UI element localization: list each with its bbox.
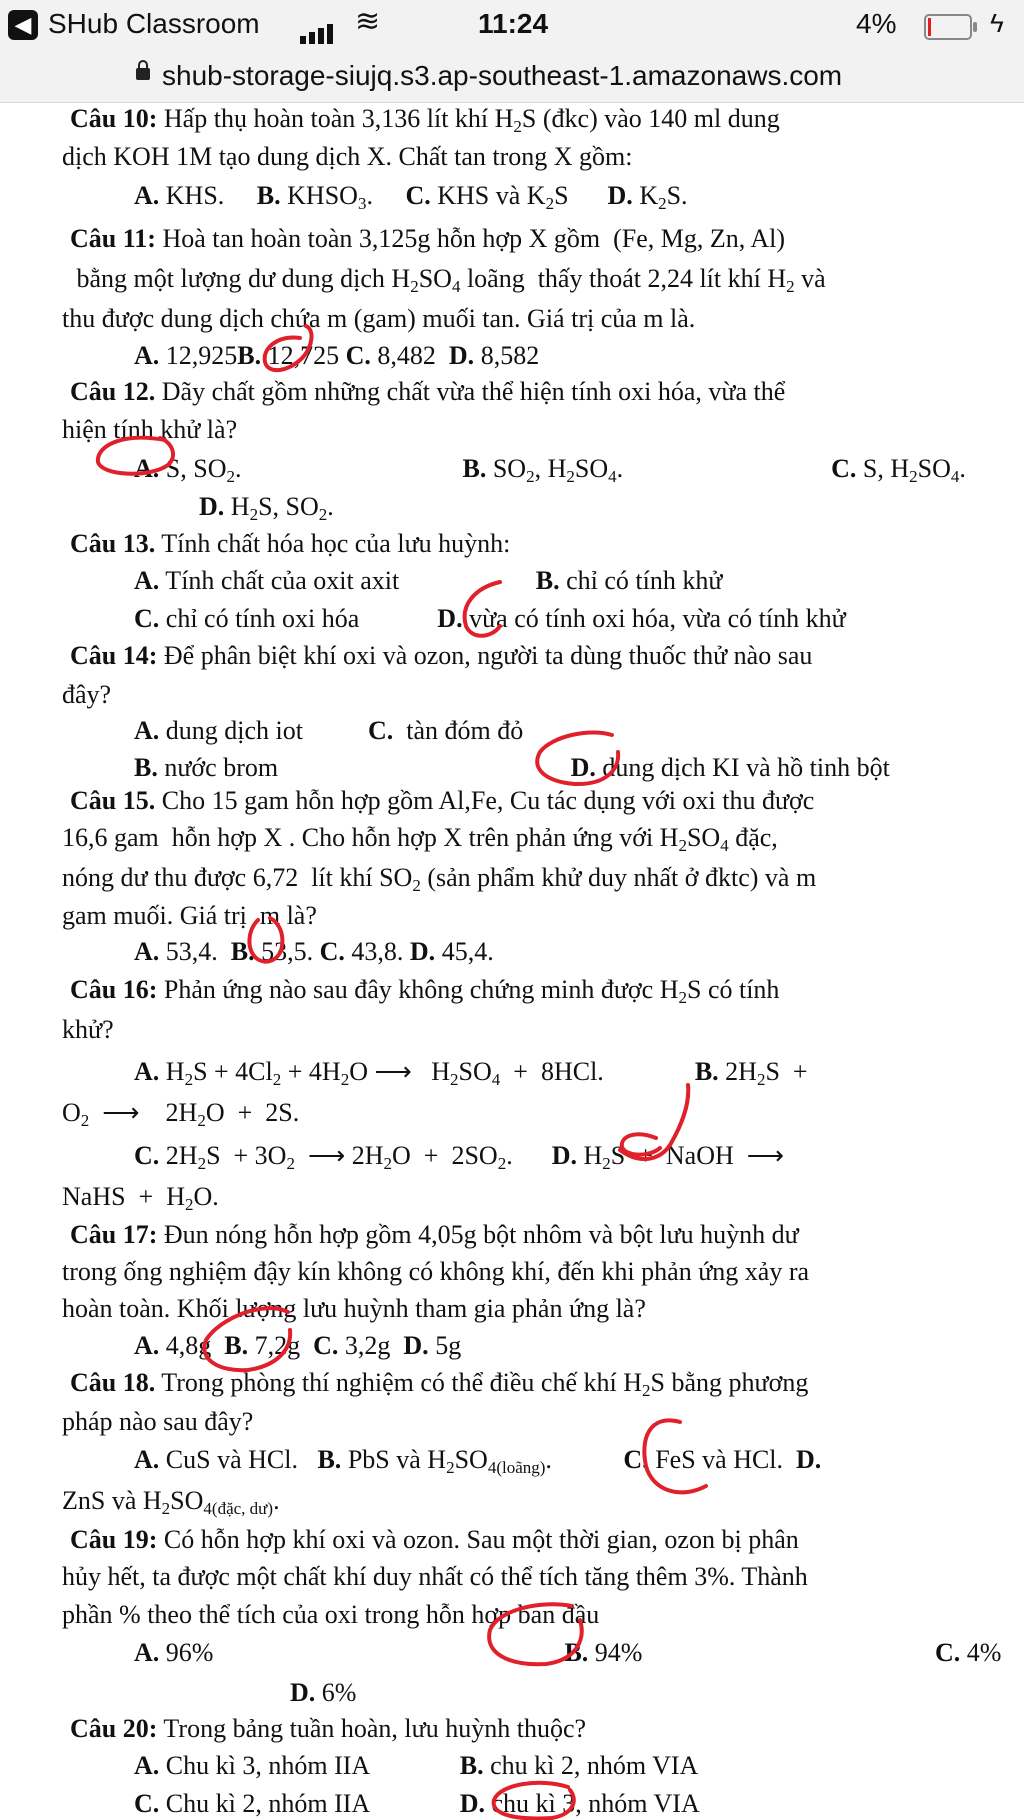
q19-stem-2: hủy hết, ta được một chất khí duy nhất có thể tích tăng thêm 3%. Thành: [62, 1562, 808, 1591]
lock-icon: [136, 68, 150, 80]
q15-stem-1: Câu 15. Cho 15 gam hỗn hợp gồm Al,Fe, Cu tác dụng với oxi thu được: [70, 786, 815, 815]
q12-stem-2: hiện tính khử là?: [62, 415, 238, 444]
q16-options-1: A. $H_2S + 4Cl_2 + 4H_2O$ ⟶ $H_2SO_4 + 8HCl$. B. $2H_2S$ +: [134, 1057, 808, 1089]
q19-options-2: D. 6%: [290, 1678, 357, 1707]
q16-stem-2: khử?: [62, 1015, 114, 1044]
q17-stem-2: trong ống nghiệm đậy kín không có không khí, đến khi phản ứng xảy ra: [62, 1257, 810, 1286]
battery-icon: [924, 14, 972, 40]
q11-options: A. 12,925B. 12,725 C. 8,482 D. 8,582: [134, 341, 540, 370]
q10-options: A. KHS. B. $KHSO_3$. C. KHS và $K_2S$ D. $K_2S$.: [134, 181, 688, 213]
q20-options-1: A. Chu kì 3, nhóm IIA B. chu kì 2, nhóm VIA: [134, 1751, 699, 1780]
q12-stem-1: Câu 12. Dãy chất gồm những chất vừa thể hiện tính oxi hóa, vừa thể: [70, 377, 786, 406]
q11-stem-1: Câu 11: Hoà tan hoàn toàn 3,125g hỗn hợp X gồm (Fe, Mg, Zn, Al): [70, 224, 785, 253]
q16-options-3: C. $2H_2S + 3O_2$ ⟶ $2H_2O + 2SO_2$. D. $H_2S$ + NaOH ⟶: [134, 1141, 785, 1173]
q11-stem-2: bằng một lượng dư dung dịch $H_2SO_4$ loãng thấy thoát 2,24 lít khí $H_2$ và: [70, 264, 826, 296]
q19-stem-1: Câu 19: Có hỗn hợp khí oxi và ozon. Sau một thời gian, ozon bị phân: [70, 1525, 799, 1554]
battery-percent: 4%: [856, 8, 897, 39]
q18-options-1: A. CuS và HCl. B. PbS và $H_2SO_{4(loãng)}$. C. FeS và HCl. D.: [134, 1445, 822, 1477]
q16-stem-1: Câu 16: Phản ứng nào sau đây không chứng minh được $H_2S$ có tính: [70, 975, 780, 1007]
q16-options-4: NaHS + $H_2O$.: [62, 1182, 219, 1214]
q17-stem-1: Câu 17: Đun nóng hỗn hợp gồm 4,05g bột nhôm và bột lưu huỳnh dư: [70, 1220, 799, 1249]
q15-stem-2: 16,6 gam hỗn hợp X . Cho hỗn hợp X trên phản ứng với $H_2SO_4$ đặc,: [62, 823, 778, 855]
q17-stem-3: hoàn toàn. Khối lượng lưu huỳnh tham gia phản ứng là?: [62, 1294, 646, 1323]
back-arrow-icon[interactable]: ◀: [8, 10, 38, 40]
wifi-icon: ≋: [355, 5, 381, 38]
q15-options: A. 53,4. B. 53,5. C. 43,8. D. 45,4.: [134, 937, 494, 966]
q15-stem-3: nóng dư thu được 6,72 lít khí $SO_2$ (sản phẩm khử duy nhất ở đktc) và m: [62, 863, 817, 895]
document-page: [0, 102, 1024, 1820]
url-text[interactable]: shub-storage-siujq.s3.ap-southeast-1.amazonaws.com: [162, 60, 843, 91]
q14-options-2: B. nước brom D. dung dịch KI và hồ tinh bột: [134, 753, 890, 782]
signal-icon: [300, 12, 336, 44]
q12-options-1: A. S, $SO_2$. B. $SO_2$, $H_2SO_4$. C. S, $H_2SO_4$.: [134, 454, 966, 486]
q11-stem-3: thu được dung dịch chứa m (gam) muối tan. Giá trị của m là.: [62, 304, 696, 333]
q13-stem: Câu 13. Tính chất hóa học của lưu huỳnh:: [70, 529, 511, 558]
q17-options: A. 4,8g B. 7,2g C. 3,2g D. 5g: [134, 1331, 462, 1360]
q20-stem: Câu 20: Trong bảng tuần hoàn, lưu huỳnh thuộc?: [70, 1714, 587, 1743]
q10-stem-2: dịch KOH 1M tạo dung dịch X. Chất tan trong X gồm:: [62, 142, 633, 171]
q18-stem-1: Câu 18. Trong phòng thí nghiệm có thể điều chế khí $H_2S$ bằng phương: [70, 1368, 809, 1400]
clock: 11:24: [478, 8, 549, 39]
q19-stem-3: phần % theo thể tích của oxi trong hỗn hợp ban đầu: [62, 1600, 600, 1629]
q12-options-2: D. $H_2S$, $SO_2$.: [199, 492, 334, 524]
q15-stem-4: gam muối. Giá trị m là?: [62, 901, 317, 930]
q14-stem-2: đây?: [62, 680, 112, 709]
charging-bolt-icon: ϟ: [990, 8, 1004, 38]
status-bar: [0, 0, 1024, 52]
q16-options-2: $O_2$ ⟶ $2H_2O + 2S$.: [62, 1098, 300, 1130]
address-bar[interactable]: [0, 52, 1024, 103]
q18-stem-2: pháp nào sau đây?: [62, 1407, 254, 1436]
q14-stem-1: Câu 14: Để phân biệt khí oxi và ozon, người ta dùng thuốc thử nào sau: [70, 641, 813, 670]
q13-options-1: A. Tính chất của oxit axit B. chỉ có tính khử: [134, 566, 723, 595]
back-app-label[interactable]: SHub Classroom: [48, 8, 260, 39]
q14-options-1: A. dung dịch iot C. tàn đóm đỏ: [134, 716, 524, 745]
q18-options-2: ZnS và $H_2SO_{4(đặc, dư)}$.: [62, 1486, 280, 1518]
q19-options-1: A. 96% B. 94% C. 4%: [134, 1638, 1002, 1667]
q10-stem-1: Câu 10: Hấp thụ hoàn toàn 3,136 lít khí $H_2S$ (đkc) vào 140 ml dung: [70, 104, 780, 136]
q13-options-2: C. chỉ có tính oxi hóa D. vừa có tính oxi hóa, vừa có tính khử: [134, 604, 846, 633]
q20-options-2: C. Chu kì 2, nhóm IIA D. chu kì 3, nhóm VIA: [134, 1789, 700, 1818]
